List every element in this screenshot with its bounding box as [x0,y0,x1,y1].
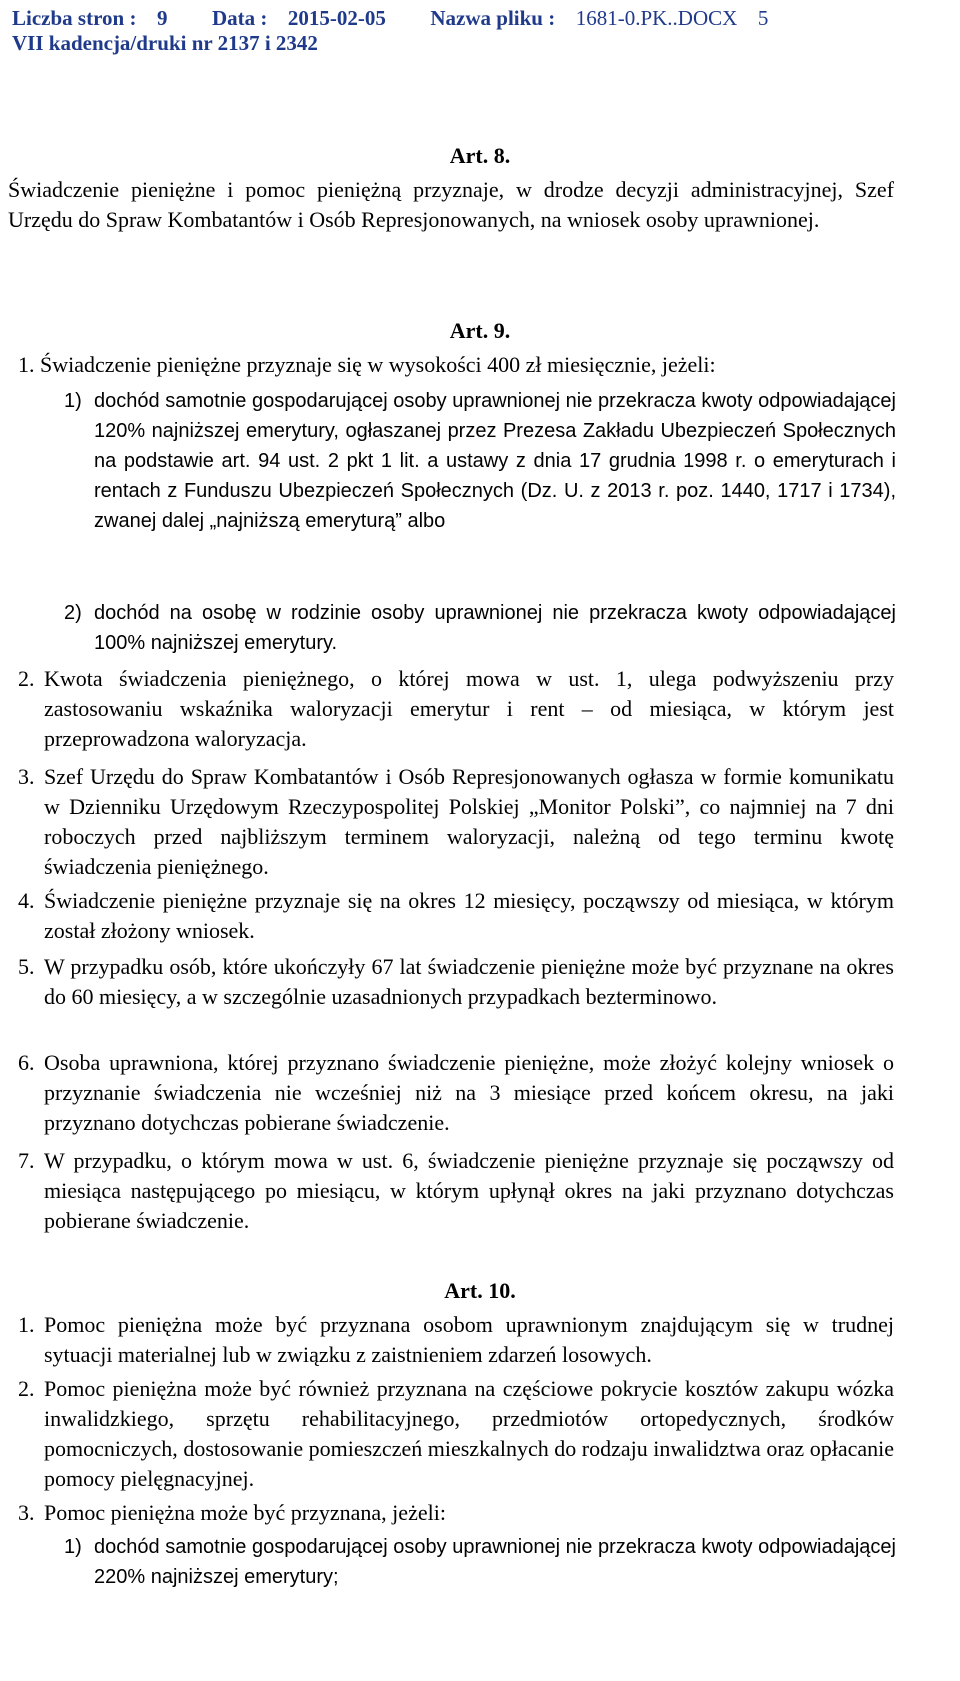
art-9-par-5 [18,952,894,1012]
art-8-text: Świadczenie pieniężne i pomoc pieniężną przyznaje, w drodze decyzji administracyjnej, Szef Urzędu do Spraw Kombatantów i Osób Represjonowanych, na wniosek osoby uprawnionej. [8,177,894,232]
art-10-par-1 [18,1310,894,1370]
par-text: Świadczenie pieniężne przyznaje się w wysokości 400 zł miesięcznie, jeżeli: [40,352,716,377]
par-number: 2. [18,666,35,691]
date-label: Data : [211,6,268,30]
art-10-par-3-point-1 [64,1532,896,1592]
document-header-line2: VII kadencja/druki nr 2137 i 2342 [12,31,318,55]
point-number: 1) [64,1536,82,1558]
point-number: 2) [64,602,82,624]
art-10-title: Art. 10. [444,1278,516,1303]
par-text: Szef Urzędu do Spraw Kombatantów i Osób Represjonowanych ogłasza w formie komunikatu w Dzienniku Urzędowym Rzeczypospolitej Polskiej „Monitor Polski”, co najmniej na 7 dni roboczych przed najbliższym terminem waloryzacji, należną od tego terminu kwotę świadczenia pieniężnego. [44,764,894,879]
art-9-par-1-point-1 [64,386,896,536]
par-number: 6. [18,1050,35,1075]
par-text: Pomoc pieniężna może być przyznana, jeżeli: [44,1500,446,1525]
art-9-par-1-point-2 [64,598,896,658]
par-number: 4. [18,888,35,913]
par-text: Pomoc pieniężna może być przyznana osobom uprawnionym znajdującym się w trudnej sytuacji materialnej lub w związku z zaistnieniem zdarzeń losowych. [44,1312,894,1367]
date-value: 2015-02-05 [287,6,386,30]
art-10-par-2 [18,1374,894,1494]
art-9-par-1 [18,350,898,380]
art-9-par-6 [18,1048,894,1138]
par-text: Kwota świadczenia pieniężnego, o której mowa w ust. 1, ulega podwyższeniu przy zastosowaniu wskaźnika waloryzacji emerytur i rent – od miesiąca, w którym jest przeprowadzona waloryzacja. [44,666,894,751]
par-number: 1. [18,1312,35,1337]
art-9-par-3 [18,762,894,882]
par-text: Pomoc pieniężna może być również przyznana na częściowe pokrycie kosztów zakupu wózka inwalidzkiego, sprzętu rehabilitacyjnego, przedmiotów ortopedycznych, środków pomocniczych, dostosowanie pomieszczeń mieszkalnych do rodzaju inwalidztwa oraz opłacanie pomocy pielęgnacyjnej. [44,1376,894,1491]
file-label: Nazwa pliku : [430,6,556,30]
file-page-number: 5 [757,6,769,30]
art-8-title: Art. 8. [449,143,511,168]
par-number: 2. [18,1376,35,1401]
point-text: dochód na osobę w rodzinie osoby uprawnionej nie przekracza kwoty odpowiadającej 100% najniższej emerytury. [94,602,896,654]
file-value: 1681-0.PK..DOCX [575,6,738,30]
par-number: 3. [18,764,35,789]
par-text: W przypadku osób, które ukończyły 67 lat świadczenie pieniężne może być przyznane na okres do 60 miesięcy, a w szczególnie uzasadnionych przypadkach bezterminowo. [44,954,894,1009]
point-number: 1) [64,390,82,412]
par-number: 5. [18,954,35,979]
point-text: dochód samotnie gospodarującej osoby uprawnionej nie przekracza kwoty odpowiadającej 220% najniższej emerytury; [94,1536,896,1588]
pages-value: 9 [156,6,168,30]
point-text: dochód samotnie gospodarującej osoby uprawnionej nie przekracza kwoty odpowiadającej 120% najniższej emerytury, ogłaszanej przez Prezesa Zakładu Ubezpieczeń Społecznych na podstawie art. 94 ust. 2 pkt 1 lit. a ustawy z dnia 17 grudnia 1998 r. o emeryturach i rentach z Funduszu Ubezpieczeń Społecznych (Dz. U. z 2013 r. poz. 1440, 1717 i 1734), zwanej dalej „najniższą emeryturą” albo [94,390,896,532]
par-text: Osoba uprawniona, której przyznano świadczenie pieniężne, może złożyć kolejny wniosek o przyznanie świadczenia nie wcześniej niż na 3 miesiące przed końcem okresu, na jaki przyznano dotychczas pobierane świadczenie. [44,1050,894,1135]
art-9-par-4 [18,886,894,946]
art-9-par-2 [18,664,894,754]
par-text: Świadczenie pieniężne przyznaje się na okres 12 miesięcy, począwszy od miesiąca, w którym został złożony wniosek. [44,888,894,943]
art-10-par-3 [18,1498,894,1528]
art-9-title: Art. 9. [449,318,511,343]
par-number: 1. [18,352,35,377]
document-header-line1 [12,6,768,31]
par-text: W przypadku, o którym mowa w ust. 6, świadczenie pieniężne przyznaje się począwszy od miesiąca następującego po miesiącu, w którym upłynął okres na jaki przyznano dotychczas pobierane świadczenie. [44,1148,894,1233]
pages-label: Liczba stron : [12,6,137,30]
par-number: 7. [18,1148,35,1173]
art-9-par-7 [18,1146,894,1236]
par-number: 3. [18,1500,35,1525]
